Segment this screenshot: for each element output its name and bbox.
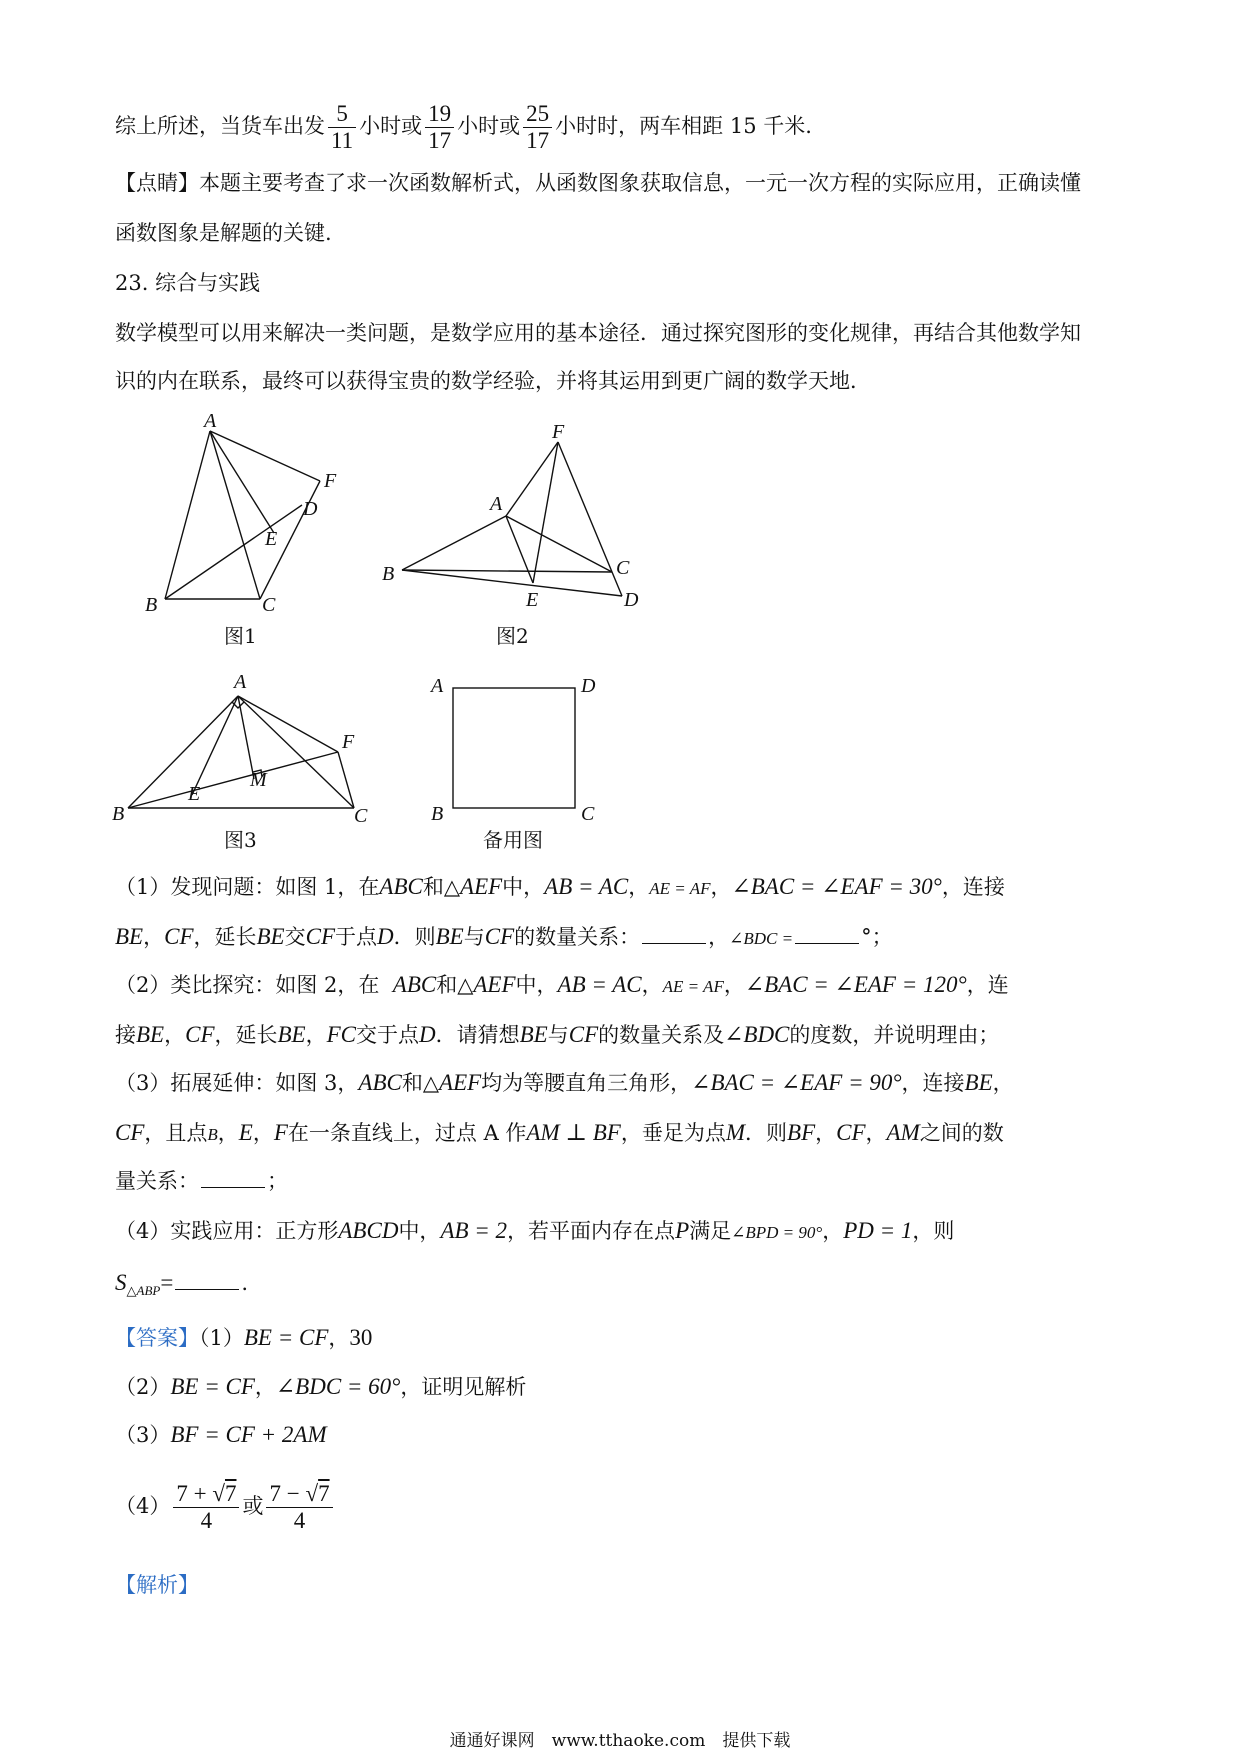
answer-blank[interactable] — [201, 1169, 265, 1188]
fig1-label-F: F — [324, 470, 337, 492]
backup-figure-caption: 备用图 — [483, 828, 543, 852]
fig2-label-E: E — [526, 589, 539, 611]
figure-1-caption: 图1 — [224, 624, 257, 648]
fig3-label-F: F — [342, 731, 355, 753]
question-intro-2: 识的内在联系，最终可以获得宝贵的数学经验，并将其运用到更广阔的数学天地． — [115, 369, 871, 393]
fraction-19-17: $\frac{19}{17}$ — [425, 101, 454, 154]
backup-label-B: B — [431, 803, 444, 825]
fig3-label-A: A — [234, 671, 247, 693]
backup-label-D: D — [581, 675, 596, 697]
part3-line-2: CF，且点B，E，F在一条直线上，过点 A 作AM ⊥ BF，垂足为点M．则BF，CF，AM之间的数 — [115, 1120, 1004, 1145]
conclusion-mid2: 小时或 — [457, 114, 521, 138]
fraction-25-17: $\frac{25}{17}$ — [523, 101, 552, 154]
footer-credit[interactable]: 通通好课网 www.tthaoke.com 提供下载 — [449, 1731, 791, 1751]
figure-1 — [140, 405, 370, 615]
conclusion-line — [115, 98, 812, 154]
figure-2-lines — [402, 442, 622, 596]
fraction-5-11: $\frac{5}{11}$ — [328, 101, 356, 154]
fig1-label-E: E — [265, 528, 278, 550]
fig2-label-A: A — [490, 493, 503, 515]
fig2-label-D: D — [624, 589, 639, 611]
dianjing-line-2: 函数图象是解题的关键. — [115, 221, 332, 245]
answer-blank[interactable] — [175, 1271, 239, 1290]
figure-2 — [380, 420, 660, 620]
conclusion-post: 小时时，两车相距 15 千米. — [555, 114, 812, 138]
part2-line-2: 接BE，CF，延长BE，FC交于点D．请猜想BE与CF的数量关系及∠BDC的度数，并说明理由； — [115, 1022, 1000, 1047]
answer-line-1: 【答案】（1）BE = CF，30 — [115, 1325, 373, 1350]
fig2-label-B: B — [382, 563, 395, 585]
figure-1-lines — [165, 431, 320, 599]
backup-label-C: C — [581, 803, 595, 825]
part3-line-3: 量关系： ； — [115, 1169, 288, 1193]
fig1-label-A: A — [204, 410, 217, 432]
figure-3-lines — [128, 696, 354, 808]
backup-label-A: A — [431, 675, 444, 697]
fig3-label-C: C — [354, 805, 368, 827]
part4-line-1: （4）实践应用：正方形ABCD中，AB = 2，若平面内存在点P满足∠BPD = 90°，PD = 1，则 — [115, 1218, 955, 1243]
answer-blank[interactable] — [642, 925, 706, 944]
part3-line-1: （3）拓展延伸：如图 3，ABC和△AEF均为等腰直角三角形，∠BAC = ∠EAF = 90°，连接BE， — [115, 1070, 1014, 1095]
fraction-7-minus-root7: $\frac{7 - √7}{4}$ — [266, 1481, 332, 1534]
figure-2-caption: 图2 — [496, 624, 529, 648]
fig1-label-C: C — [262, 594, 276, 615]
fraction-7-plus-root7: $\frac{7 + √7}{4}$ — [173, 1481, 239, 1534]
fig3-label-B: B — [112, 803, 125, 825]
backup-square — [453, 688, 575, 808]
part1-line-2: BE，CF，延长BE交CF于点D．则BE与CF的数量关系： ，∠BDC = °； — [115, 924, 893, 949]
fig2-label-F: F — [552, 421, 565, 443]
fig3-label-M: M — [250, 769, 267, 791]
answer-line-2: （2）BE = CF，∠BDC = 60°，证明见解析 — [115, 1374, 527, 1399]
answer-line-4: （4） $\frac{7 + √7}{4}$ 或 $\frac{7 - √7}{4}$ — [115, 1476, 336, 1536]
dianjing-line-1: 【点睛】本题主要考查了求一次函数解析式，从函数图象获取信息，一元一次方程的实际应用，正确读懂 — [115, 171, 1081, 195]
part2-line-1: （2）类比探究：如图 2，在 ABC和△AEF中，AB = AC，AE = AF，∠BAC = ∠EAF = 120°，连 — [115, 972, 1009, 997]
question-title: 23. 综合与实践 — [115, 271, 261, 295]
fig1-label-B: B — [145, 594, 158, 615]
backup-figure — [425, 668, 605, 830]
answer-tag: 【答案】 — [115, 1326, 199, 1350]
fig2-label-C: C — [616, 557, 630, 579]
fig1-label-D: D — [303, 498, 318, 520]
answer-line-3: （3）BF = CF + 2AM — [115, 1422, 327, 1447]
fig3-label-E: E — [188, 783, 201, 805]
figure-3 — [110, 668, 380, 830]
figure-3-caption: 图3 — [224, 828, 257, 852]
question-intro-1: 数学模型可以用来解决一类问题，是数学应用的基本途径．通过探究图形的变化规律，再结合其他数学知 — [115, 321, 1081, 345]
analysis-tag: 【解析】 — [115, 1573, 199, 1597]
part4-line-2: $S_{\triangle ABP}=$ . — [115, 1270, 248, 1299]
dianjing-tag: 【点睛】 — [115, 171, 199, 195]
answer-blank[interactable] — [795, 925, 859, 944]
conclusion-pre: 综上所述，当货车出发 — [115, 114, 325, 138]
part1-line-1: （1）发现问题：如图 1，在ABC和△AEF中，AB = AC，AE = AF，∠BAC = ∠EAF = 30°，连接 — [115, 874, 1005, 899]
conclusion-mid1: 小时或 — [359, 114, 423, 138]
